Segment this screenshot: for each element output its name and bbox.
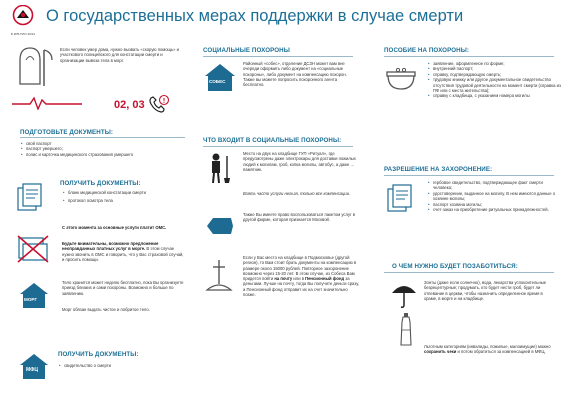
divider	[20, 137, 185, 138]
sobes-label: СОБЕС	[209, 79, 226, 84]
heartbeat-icon	[12, 96, 82, 115]
list-item: • справку с кладбища, с указанием номера могилы	[433, 93, 561, 98]
coffin-icon	[205, 212, 235, 243]
social-funeral-text: Районный «собес», отделение ДСЗН может вам вне очереди оформить либо документ на «социальные похороны», либо документ на компенсацию похорон. Также вы можете попросить похоронного агента бесплатно.	[243, 61, 347, 88]
social-includes-note: Взять часто услуги нельзя, только все компенсации.	[243, 191, 351, 196]
grave-cross-icon	[203, 258, 235, 297]
list-item: • гербовое свидетельство, подтверждающее факт смерти человека;	[433, 180, 561, 191]
burial-text-1: Если у Вас место на кладбище в Подмосковье (другой регион), то Вам стоит брать документы на компенсацию в размере около 15000 рублей. Повторное захоронение возможно через 15-20 лет. В этом случае, из Собеса Вам придется пойти	[243, 255, 357, 282]
morgue-package-text: Также Вы имеете право воспользоваться пакетом услуг в другой фирме, которая признается Москвой.	[243, 212, 355, 223]
morgue-text: Тело хранится может неделю бесплатно, пока Вы организуете приезд близких и сами похороны. Возможно и больше по заявлению.	[62, 280, 184, 296]
list-item: • удостоверение, выданное на могилу. В нем имеются данные о хозяине могилы;	[433, 191, 561, 202]
care-text: Зонты (даже если солнечно), вода, лекарства успокоительные безрецептурные; продумать, кто будет нести гроб, будет ли отпевание в церкви, чтобы назначить определенное время в храме, в морге и на кладбище.	[424, 280, 547, 301]
gravedigger-icon	[207, 152, 235, 189]
phone-number: 02, 03	[114, 99, 145, 111]
mfc-heading: ПОЛУЧИТЬ ДОКУМЕНТЫ:	[58, 351, 139, 358]
divider	[203, 146, 353, 147]
burial-text-2: или в	[292, 276, 306, 282]
intro-text: Если человек умер дома, нужно вызвать «скорую помощь» и участкового полицейского для констатации смерти и организации вывоза тела в морг.	[60, 47, 179, 63]
divider	[203, 56, 353, 57]
social-includes-text: Место на двух на кладбище ГУП «Ритуал», где предусмотрены даже электрокары для доставки пожилых людей к могилам, гроб, копка могилы, автобус, а даже ... памятник.	[243, 151, 356, 172]
burial-region-text	[243, 255, 361, 297]
wallet-cross-icon	[16, 234, 50, 269]
umbrella-icon	[390, 279, 418, 314]
phone-icon	[148, 94, 170, 119]
careful-bold: Будьте внимательны, возможно предложение неоправданных платных услуг в морге.	[62, 241, 159, 252]
prepare-documents-list	[20, 141, 192, 157]
morgue-label: МОРГ	[24, 297, 38, 302]
list-item: • свидетельство о смерти	[64, 363, 190, 368]
burial-bold-2: Пенсионный фонд	[305, 276, 345, 282]
burial-text-3: за деньгами. Лучше на почту, тогда Вы получите деньги сразу, а Пенсионный фонд отправит их на счет значительно позже.	[243, 276, 360, 298]
page-title: О государственных мерах поддержки в случае смерти	[46, 7, 464, 25]
benefit-note-1: Льготным категориям (инвалиды, пожилые, малоимущие) можно	[424, 344, 551, 349]
benefit-heading: ПОСОБИЕ НА ПОХОРОНЫ:	[384, 47, 470, 54]
documents-icon	[386, 183, 418, 218]
burial-permit-heading: РАЗРЕШЕНИЕ НА ЗАХОРОНЕНИЕ:	[384, 166, 493, 173]
documents-icon	[16, 182, 48, 217]
list-item: • свой паспорт	[26, 141, 192, 146]
purse-icon	[384, 63, 418, 96]
social-funeral-heading: СОЦИАЛЬНЫЕ ПОХОРОНЫ	[203, 47, 290, 54]
burial-bold-1: на почту	[274, 276, 293, 282]
benefit-note-2: и потом обратиться за компенсацией в МФЦ.	[456, 349, 546, 355]
logo-caption: Б.КРБ ПЛО 20/21	[10, 32, 36, 36]
morgue-note: Морг обязан выдать чистое и побритое тело.	[62, 307, 150, 312]
logo	[10, 5, 36, 36]
divider	[384, 272, 554, 273]
oms-note: С этого момента за основные услуги платит ОМС.	[62, 225, 167, 230]
care-heading: О ЧЕМ НУЖНО БУДЕТ ПОЗАБОТИТЬСЯ:	[392, 263, 518, 270]
list-item: • справку, подтверждающую смерть;	[433, 72, 561, 77]
mfc-list	[58, 363, 190, 368]
list-item: • паспорт хозяина могилы;	[433, 202, 561, 207]
reaper-icon	[14, 44, 56, 95]
divider	[384, 175, 554, 176]
benefit-note-bold: сохранить чеки	[424, 349, 457, 355]
list-item: • заявление, оформленное по форме;	[433, 61, 561, 66]
list-item: • протокол осмотра тела	[68, 198, 188, 203]
prepare-documents-heading: ПОДГОТОВЬТЕ ДОКУМЕНТЫ:	[20, 129, 114, 136]
get-documents-list	[62, 190, 188, 204]
list-item: • полис и карточка медицинского страхования умершего	[26, 152, 192, 157]
social-includes-heading: ЧТО ВХОДИТ В СОЦИАЛЬНЫЕ ПОХОРОНЫ:	[203, 137, 342, 144]
mfc-label: МФЦ	[26, 367, 39, 373]
list-item: • трудовую книжку или другое документальное свидетельство отсутствия трудовой деятельности на момент смерти (справка из ПФ или с места жительства);	[433, 77, 561, 93]
list-item: • паспорт умершего;	[26, 146, 192, 151]
burial-permit-list	[427, 180, 561, 212]
bottle-icon	[398, 312, 414, 351]
list-item: • внутренний паспорт;	[433, 66, 561, 71]
benefit-list	[427, 61, 561, 99]
careful-text	[62, 241, 186, 262]
list-item: • счет-заказ на приобретение ритуальных принадлежностей.	[433, 207, 561, 212]
careful-rest: В этом случае нужно звонить в ОМС и говорить, что у Вас страховой случай, и просить помощи.	[62, 246, 184, 262]
get-documents-heading: ПОЛУЧИТЬ ДОКУМЕНТЫ:	[60, 180, 141, 187]
benefit-note	[424, 344, 554, 355]
divider	[384, 56, 554, 57]
list-item: • бланк медицинской констатации смерти	[68, 190, 188, 195]
